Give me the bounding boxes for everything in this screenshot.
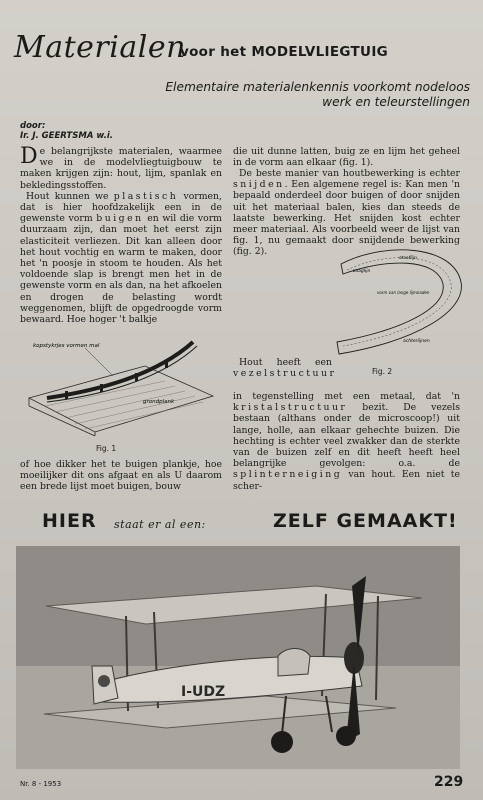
paragraph-materials-text: e belangrijkste materialen, waarmee we in de modelvliegtuigbouw te maken krijgen zijn: hout, lijm, spanlak en bekledingsstoffen. (20, 146, 222, 191)
drop-cap: D (20, 144, 38, 169)
fig1-label-bottom: grondplank (143, 399, 175, 405)
banner-hier: HIER (42, 510, 97, 532)
paragraph-materials (20, 146, 222, 191)
spaced-word: buigen (96, 213, 144, 225)
author-byline: Ir. J. GEERTSMA w.i. (20, 131, 114, 141)
column-left-top (20, 146, 222, 325)
paragraph-fiber (233, 391, 460, 492)
text-run: en wil die vorm duurzaam zijn, dan moet het eerst zijn elasticiteit verliezen. Dit kan alleen door het hout vochtig en warm te maken, door het 'n poosje in stoom te houden. Als het voldoende slap is brengt men het in de gewenste vorm en als dan, na het afkoelen en drogen de belasting wordt weggenomen, blijft de opgedroogde vorm bewaard. Hoe hoger 't balkje (20, 213, 222, 326)
column-right-wrap (233, 357, 337, 380)
paragraph-glue-strips: die uit dunne latten, buig ze en lijm het geheel in de vorm aan elkaar (fig. 1). (233, 146, 460, 169)
spaced-word: snijden (233, 179, 285, 191)
fig2-label-staaflijn: staaflijn (399, 256, 417, 261)
figure-1-drawing (25, 336, 215, 436)
column-left-bottom (20, 459, 222, 493)
fig2-label-zaaglijn: zaaglijn (353, 269, 371, 274)
text-run: Hout kunnen we (26, 190, 114, 202)
fig2-label-lijmnaden: vorm van lange lijmnaden (377, 290, 430, 295)
article-subtitle: Elementaire materialenkennis voorkomt nodeloos werk en teleurstellingen (165, 80, 470, 109)
spaced-word: plastisch (113, 190, 179, 202)
text-run: bezit. De vezels bestaan (althans onder de microscoop!) uit lange, holle, aan elkaar gehechte buizen. Die hechting is echter veel zwakker dan de sterkte van de buizen zelf en dit heeft heeft heel belangrijke gevolgen: o.a. de (233, 402, 460, 470)
text-run: vormen, dat is hier hoofdzakelijk een in de gewenste vorm (20, 190, 223, 225)
figure-1-caption: Fig. 1 (96, 444, 117, 453)
issue-number: Nr. 8 - 1953 (20, 780, 62, 788)
column-right-top (233, 146, 460, 168)
fig2-label-achterlijnen: achterlijnen (403, 339, 430, 344)
text-run: in tegenstelling met een metaal, dat 'n (233, 391, 460, 402)
text-run: De beste manier van houtbewerking is echter (239, 168, 460, 179)
figure-2-caption: Fig. 2 (372, 367, 393, 376)
title-modelvliegtuig: voor het MODELVLIEGTUIG (180, 44, 389, 60)
spaced-word: splinterneiging (233, 469, 343, 481)
page-number: 229 (434, 774, 464, 790)
fig1-label-top: kopstykrjes vormen mal (33, 343, 100, 349)
banner-zelf-gemaakt: ZELF GEMAAKT! (273, 510, 458, 532)
biplane-photo (16, 546, 460, 769)
text-run: Hout heeft een (239, 357, 332, 368)
spaced-word: kristalstructuur (233, 402, 348, 414)
paragraph-strips: of hoe dikker het te buigen plankje, hoe moeilijker dit ons afgaat en als U daarom een brede lijst moet buigen, bouw (20, 459, 222, 493)
byline-label: door: (20, 121, 46, 131)
spaced-word: vezelstructuur (233, 368, 337, 380)
paragraph-bending (20, 191, 222, 325)
biplane-illustration (16, 546, 460, 769)
column-right-bottom (233, 391, 460, 492)
title-materialen: Materialen (14, 30, 186, 65)
paragraph-fiber-start (233, 357, 337, 380)
banner-staat: staat er al een: (114, 518, 206, 531)
text-run: van hout. Een niet te scher- (233, 469, 460, 492)
figure-2-drawing (333, 242, 468, 367)
text-run: . Een algemene regel is: Kan men 'n bepaald onderdeel door buigen of door snijden uit het materiaal balen, kies dan steeds de laatste bewerking. Het snijden kost echter meer materiaal. Als voorbeeld weer de lijst van fig. 1, nu gemaakt door snijdende bewerking (fig. 2). (233, 179, 460, 258)
aircraft-registration: I-UDZ (181, 684, 226, 700)
